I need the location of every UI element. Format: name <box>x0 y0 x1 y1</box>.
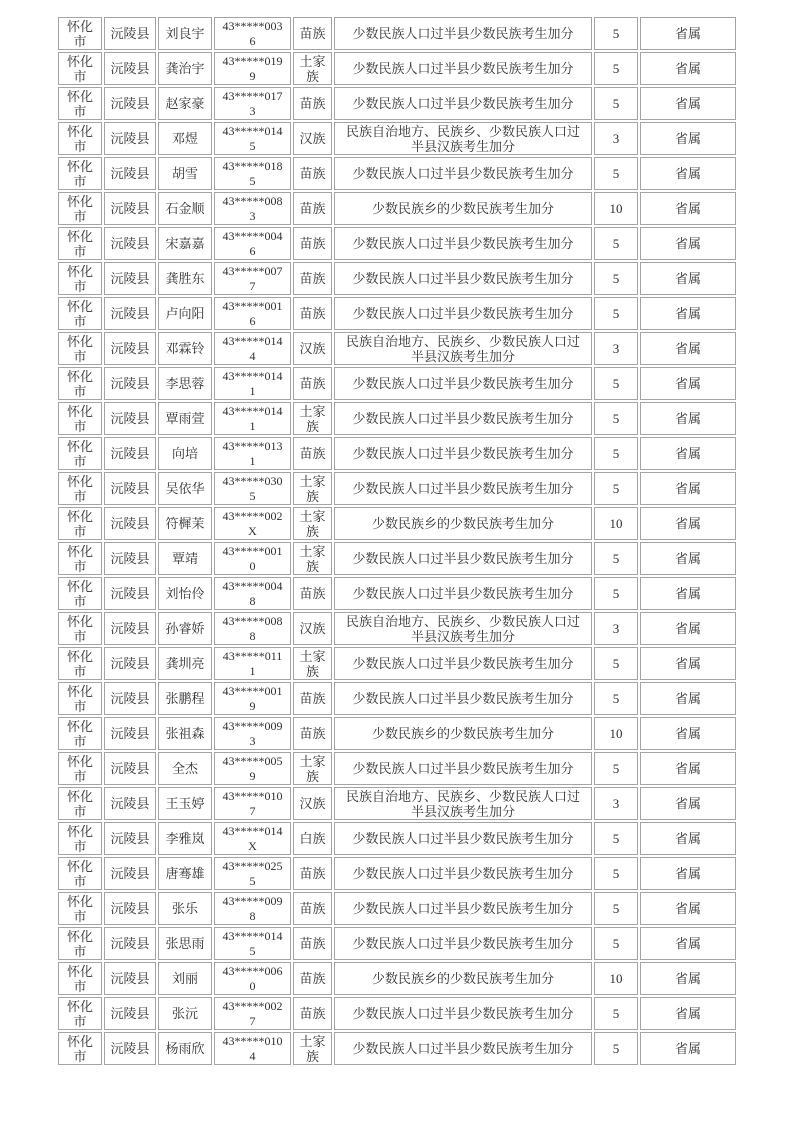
cell-points: 5 <box>594 472 638 505</box>
cell-name: 李思蓉 <box>158 367 212 400</box>
cell-county: 沅陵县 <box>104 542 156 575</box>
cell-reason: 少数民族人口过半县少数民族考生加分 <box>334 52 592 85</box>
cell-points: 10 <box>594 192 638 225</box>
cell-ethnicity: 土家 族 <box>293 542 332 575</box>
cell-ethnicity: 苗族 <box>293 437 332 470</box>
cell-affiliation: 省属 <box>640 787 736 820</box>
cell-name: 胡雪 <box>158 157 212 190</box>
cell-id: 43*****014 5 <box>214 927 291 960</box>
cell-points: 5 <box>594 227 638 260</box>
cell-ethnicity: 苗族 <box>293 262 332 295</box>
cell-city: 怀化 市 <box>58 647 102 680</box>
cell-city: 怀化 市 <box>58 822 102 855</box>
cell-id: 43*****009 8 <box>214 892 291 925</box>
cell-name: 张沅 <box>158 997 212 1030</box>
cell-name: 张乐 <box>158 892 212 925</box>
cell-county: 沅陵县 <box>104 822 156 855</box>
cell-name: 刘怡伶 <box>158 577 212 610</box>
cell-city: 怀化 市 <box>58 262 102 295</box>
cell-ethnicity: 土家 族 <box>293 752 332 785</box>
cell-name: 覃雨萱 <box>158 402 212 435</box>
cell-city: 怀化 市 <box>58 892 102 925</box>
cell-name: 张思雨 <box>158 927 212 960</box>
cell-city: 怀化 市 <box>58 857 102 890</box>
table-row <box>58 332 736 365</box>
cell-ethnicity: 苗族 <box>293 962 332 995</box>
cell-points: 5 <box>594 402 638 435</box>
table-row <box>58 927 736 960</box>
cell-county: 沅陵县 <box>104 787 156 820</box>
cell-county: 沅陵县 <box>104 52 156 85</box>
cell-id: 43*****002 X <box>214 507 291 540</box>
cell-points: 5 <box>594 297 638 330</box>
cell-id: 43*****009 3 <box>214 717 291 750</box>
table-row <box>58 822 736 855</box>
cell-reason: 少数民族人口过半县少数民族考生加分 <box>334 752 592 785</box>
cell-id: 43*****013 1 <box>214 437 291 470</box>
cell-city: 怀化 市 <box>58 787 102 820</box>
cell-affiliation: 省属 <box>640 472 736 505</box>
cell-points: 5 <box>594 437 638 470</box>
table-row <box>58 367 736 400</box>
cell-city: 怀化 市 <box>58 717 102 750</box>
cell-city: 怀化 市 <box>58 577 102 610</box>
cell-id: 43*****008 8 <box>214 612 291 645</box>
cell-points: 10 <box>594 507 638 540</box>
cell-points: 5 <box>594 577 638 610</box>
table-row <box>58 542 736 575</box>
cell-ethnicity: 苗族 <box>293 17 332 50</box>
cell-ethnicity: 土家 族 <box>293 402 332 435</box>
cell-reason: 少数民族人口过半县少数民族考生加分 <box>334 227 592 260</box>
cell-ethnicity: 土家 族 <box>293 52 332 85</box>
cell-city: 怀化 市 <box>58 192 102 225</box>
cell-reason: 少数民族人口过半县少数民族考生加分 <box>334 577 592 610</box>
table-row <box>58 192 736 225</box>
cell-county: 沅陵县 <box>104 472 156 505</box>
cell-name: 宋嘉嘉 <box>158 227 212 260</box>
table-row <box>58 892 736 925</box>
cell-reason: 民族自治地方、民族乡、少数民族人口过 半县汉族考生加分 <box>334 122 592 155</box>
cell-reason: 少数民族人口过半县少数民族考生加分 <box>334 367 592 400</box>
cell-points: 3 <box>594 332 638 365</box>
cell-reason: 少数民族人口过半县少数民族考生加分 <box>334 262 592 295</box>
cell-name: 王玉婷 <box>158 787 212 820</box>
cell-name: 孙睿娇 <box>158 612 212 645</box>
cell-county: 沅陵县 <box>104 927 156 960</box>
cell-ethnicity: 苗族 <box>293 192 332 225</box>
cell-ethnicity: 苗族 <box>293 682 332 715</box>
cell-name: 唐骞雄 <box>158 857 212 890</box>
table-row <box>58 962 736 995</box>
cell-reason: 民族自治地方、民族乡、少数民族人口过 半县汉族考生加分 <box>334 612 592 645</box>
cell-affiliation: 省属 <box>640 822 736 855</box>
cell-affiliation: 省属 <box>640 647 736 680</box>
cell-city: 怀化 市 <box>58 927 102 960</box>
cell-points: 5 <box>594 87 638 120</box>
cell-reason: 少数民族乡的少数民族考生加分 <box>334 507 592 540</box>
cell-city: 怀化 市 <box>58 682 102 715</box>
cell-affiliation: 省属 <box>640 857 736 890</box>
cell-reason: 少数民族人口过半县少数民族考生加分 <box>334 17 592 50</box>
cell-points: 5 <box>594 647 638 680</box>
cell-name: 全杰 <box>158 752 212 785</box>
cell-county: 沅陵县 <box>104 507 156 540</box>
cell-points: 5 <box>594 262 638 295</box>
cell-name: 向培 <box>158 437 212 470</box>
cell-id: 43*****003 6 <box>214 17 291 50</box>
cell-points: 5 <box>594 1032 638 1065</box>
cell-county: 沅陵县 <box>104 87 156 120</box>
cell-affiliation: 省属 <box>640 122 736 155</box>
cell-city: 怀化 市 <box>58 157 102 190</box>
cell-id: 43*****014 4 <box>214 332 291 365</box>
cell-reason: 少数民族人口过半县少数民族考生加分 <box>334 157 592 190</box>
cell-id: 43*****018 5 <box>214 157 291 190</box>
cell-affiliation: 省属 <box>640 892 736 925</box>
cell-ethnicity: 苗族 <box>293 297 332 330</box>
cell-city: 怀化 市 <box>58 612 102 645</box>
cell-affiliation: 省属 <box>640 577 736 610</box>
cell-reason: 少数民族人口过半县少数民族考生加分 <box>334 927 592 960</box>
cell-ethnicity: 白族 <box>293 822 332 855</box>
table-row <box>58 437 736 470</box>
table-row <box>58 717 736 750</box>
cell-name: 刘丽 <box>158 962 212 995</box>
bonus-points-table <box>56 15 738 1067</box>
table-row <box>58 122 736 155</box>
cell-name: 龚治宇 <box>158 52 212 85</box>
table-row <box>58 17 736 50</box>
table-row <box>58 612 736 645</box>
cell-reason: 少数民族乡的少数民族考生加分 <box>334 192 592 225</box>
cell-name: 赵家豪 <box>158 87 212 120</box>
cell-name: 李雅岚 <box>158 822 212 855</box>
cell-affiliation: 省属 <box>640 297 736 330</box>
table-row <box>58 752 736 785</box>
cell-affiliation: 省属 <box>640 1032 736 1065</box>
cell-ethnicity: 苗族 <box>293 997 332 1030</box>
cell-reason: 少数民族人口过半县少数民族考生加分 <box>334 682 592 715</box>
cell-ethnicity: 苗族 <box>293 227 332 260</box>
cell-reason: 少数民族人口过半县少数民族考生加分 <box>334 297 592 330</box>
cell-county: 沅陵县 <box>104 612 156 645</box>
cell-ethnicity: 汉族 <box>293 612 332 645</box>
cell-city: 怀化 市 <box>58 367 102 400</box>
cell-city: 怀化 市 <box>58 297 102 330</box>
cell-points: 5 <box>594 997 638 1030</box>
cell-affiliation: 省属 <box>640 752 736 785</box>
cell-ethnicity: 土家 族 <box>293 1032 332 1065</box>
cell-ethnicity: 苗族 <box>293 927 332 960</box>
cell-points: 5 <box>594 927 638 960</box>
cell-county: 沅陵县 <box>104 157 156 190</box>
cell-affiliation: 省属 <box>640 927 736 960</box>
cell-ethnicity: 汉族 <box>293 122 332 155</box>
table-row <box>58 682 736 715</box>
table-row <box>58 472 736 505</box>
cell-id: 43*****001 9 <box>214 682 291 715</box>
cell-reason: 少数民族人口过半县少数民族考生加分 <box>334 437 592 470</box>
cell-ethnicity: 苗族 <box>293 157 332 190</box>
cell-affiliation: 省属 <box>640 997 736 1030</box>
cell-points: 5 <box>594 542 638 575</box>
cell-id: 43*****025 5 <box>214 857 291 890</box>
cell-reason: 少数民族人口过半县少数民族考生加分 <box>334 647 592 680</box>
cell-reason: 少数民族人口过半县少数民族考生加分 <box>334 542 592 575</box>
cell-affiliation: 省属 <box>640 962 736 995</box>
table-row <box>58 507 736 540</box>
cell-reason: 少数民族乡的少数民族考生加分 <box>334 962 592 995</box>
cell-name: 龚圳亮 <box>158 647 212 680</box>
cell-reason: 民族自治地方、民族乡、少数民族人口过 半县汉族考生加分 <box>334 787 592 820</box>
cell-reason: 少数民族人口过半县少数民族考生加分 <box>334 472 592 505</box>
cell-name: 邓霖铃 <box>158 332 212 365</box>
cell-points: 5 <box>594 752 638 785</box>
cell-county: 沅陵县 <box>104 122 156 155</box>
cell-points: 5 <box>594 157 638 190</box>
table-row <box>58 52 736 85</box>
cell-city: 怀化 市 <box>58 332 102 365</box>
cell-id: 43*****010 4 <box>214 1032 291 1065</box>
table-body <box>58 17 736 1065</box>
cell-id: 43*****014 5 <box>214 122 291 155</box>
cell-city: 怀化 市 <box>58 962 102 995</box>
cell-city: 怀化 市 <box>58 507 102 540</box>
cell-ethnicity: 汉族 <box>293 332 332 365</box>
cell-name: 龚胜东 <box>158 262 212 295</box>
cell-county: 沅陵县 <box>104 717 156 750</box>
table-row <box>58 87 736 120</box>
cell-points: 5 <box>594 682 638 715</box>
cell-ethnicity: 土家 族 <box>293 507 332 540</box>
cell-county: 沅陵县 <box>104 192 156 225</box>
cell-affiliation: 省属 <box>640 87 736 120</box>
table-row <box>58 402 736 435</box>
table-row <box>58 577 736 610</box>
table-row <box>58 787 736 820</box>
cell-affiliation: 省属 <box>640 332 736 365</box>
cell-ethnicity: 土家 族 <box>293 472 332 505</box>
cell-reason: 民族自治地方、民族乡、少数民族人口过 半县汉族考生加分 <box>334 332 592 365</box>
cell-affiliation: 省属 <box>640 367 736 400</box>
cell-ethnicity: 苗族 <box>293 857 332 890</box>
cell-name: 石金顺 <box>158 192 212 225</box>
cell-id: 43*****008 3 <box>214 192 291 225</box>
cell-reason: 少数民族人口过半县少数民族考生加分 <box>334 822 592 855</box>
cell-affiliation: 省属 <box>640 507 736 540</box>
cell-points: 10 <box>594 717 638 750</box>
cell-city: 怀化 市 <box>58 437 102 470</box>
cell-name: 符樨茉 <box>158 507 212 540</box>
cell-county: 沅陵县 <box>104 262 156 295</box>
cell-county: 沅陵县 <box>104 367 156 400</box>
cell-city: 怀化 市 <box>58 752 102 785</box>
cell-reason: 少数民族人口过半县少数民族考生加分 <box>334 1032 592 1065</box>
cell-county: 沅陵县 <box>104 437 156 470</box>
cell-id: 43*****007 7 <box>214 262 291 295</box>
cell-ethnicity: 苗族 <box>293 577 332 610</box>
cell-city: 怀化 市 <box>58 1032 102 1065</box>
table-row <box>58 647 736 680</box>
cell-county: 沅陵县 <box>104 892 156 925</box>
cell-points: 3 <box>594 787 638 820</box>
cell-name: 刘良宇 <box>158 17 212 50</box>
table-row <box>58 297 736 330</box>
cell-affiliation: 省属 <box>640 17 736 50</box>
cell-id: 43*****001 0 <box>214 542 291 575</box>
cell-county: 沅陵县 <box>104 997 156 1030</box>
cell-city: 怀化 市 <box>58 17 102 50</box>
cell-city: 怀化 市 <box>58 542 102 575</box>
table-row <box>58 227 736 260</box>
cell-ethnicity: 汉族 <box>293 787 332 820</box>
cell-city: 怀化 市 <box>58 227 102 260</box>
cell-id: 43*****014 1 <box>214 402 291 435</box>
table-row <box>58 262 736 295</box>
cell-points: 10 <box>594 962 638 995</box>
cell-affiliation: 省属 <box>640 612 736 645</box>
cell-points: 5 <box>594 17 638 50</box>
cell-city: 怀化 市 <box>58 122 102 155</box>
cell-points: 5 <box>594 892 638 925</box>
cell-reason: 少数民族人口过半县少数民族考生加分 <box>334 857 592 890</box>
cell-name: 张鹏程 <box>158 682 212 715</box>
cell-affiliation: 省属 <box>640 192 736 225</box>
cell-name: 张祖森 <box>158 717 212 750</box>
cell-reason: 少数民族人口过半县少数民族考生加分 <box>334 87 592 120</box>
cell-city: 怀化 市 <box>58 472 102 505</box>
cell-affiliation: 省属 <box>640 227 736 260</box>
cell-county: 沅陵县 <box>104 402 156 435</box>
cell-affiliation: 省属 <box>640 402 736 435</box>
cell-ethnicity: 苗族 <box>293 892 332 925</box>
cell-id: 43*****004 8 <box>214 577 291 610</box>
cell-id: 43*****004 6 <box>214 227 291 260</box>
cell-id: 43*****002 7 <box>214 997 291 1030</box>
cell-affiliation: 省属 <box>640 157 736 190</box>
cell-county: 沅陵县 <box>104 857 156 890</box>
table-row <box>58 997 736 1030</box>
cell-city: 怀化 市 <box>58 997 102 1030</box>
cell-points: 5 <box>594 857 638 890</box>
cell-points: 3 <box>594 122 638 155</box>
cell-id: 43*****017 3 <box>214 87 291 120</box>
cell-county: 沅陵县 <box>104 682 156 715</box>
cell-affiliation: 省属 <box>640 542 736 575</box>
cell-ethnicity: 土家 族 <box>293 647 332 680</box>
cell-ethnicity: 苗族 <box>293 717 332 750</box>
cell-city: 怀化 市 <box>58 402 102 435</box>
cell-id: 43*****019 9 <box>214 52 291 85</box>
cell-affiliation: 省属 <box>640 437 736 470</box>
cell-points: 3 <box>594 612 638 645</box>
cell-county: 沅陵县 <box>104 227 156 260</box>
cell-id: 43*****010 7 <box>214 787 291 820</box>
table-row <box>58 857 736 890</box>
cell-city: 怀化 市 <box>58 52 102 85</box>
cell-county: 沅陵县 <box>104 962 156 995</box>
cell-name: 卢向阳 <box>158 297 212 330</box>
cell-id: 43*****001 6 <box>214 297 291 330</box>
table-row <box>58 1032 736 1065</box>
cell-county: 沅陵县 <box>104 17 156 50</box>
cell-name: 吴依华 <box>158 472 212 505</box>
cell-name: 杨雨欣 <box>158 1032 212 1065</box>
cell-reason: 少数民族人口过半县少数民族考生加分 <box>334 997 592 1030</box>
cell-id: 43*****030 5 <box>214 472 291 505</box>
cell-reason: 少数民族人口过半县少数民族考生加分 <box>334 892 592 925</box>
cell-id: 43*****014 1 <box>214 367 291 400</box>
table-row <box>58 157 736 190</box>
cell-id: 43*****005 9 <box>214 752 291 785</box>
cell-affiliation: 省属 <box>640 717 736 750</box>
cell-county: 沅陵县 <box>104 1032 156 1065</box>
cell-affiliation: 省属 <box>640 262 736 295</box>
cell-reason: 少数民族乡的少数民族考生加分 <box>334 717 592 750</box>
cell-county: 沅陵县 <box>104 752 156 785</box>
cell-city: 怀化 市 <box>58 87 102 120</box>
cell-points: 5 <box>594 367 638 400</box>
cell-name: 邓煜 <box>158 122 212 155</box>
cell-county: 沅陵县 <box>104 647 156 680</box>
cell-name: 覃靖 <box>158 542 212 575</box>
cell-points: 5 <box>594 52 638 85</box>
cell-reason: 少数民族人口过半县少数民族考生加分 <box>334 402 592 435</box>
cell-county: 沅陵县 <box>104 332 156 365</box>
cell-ethnicity: 苗族 <box>293 87 332 120</box>
cell-affiliation: 省属 <box>640 682 736 715</box>
cell-ethnicity: 苗族 <box>293 367 332 400</box>
cell-id: 43*****014 X <box>214 822 291 855</box>
cell-county: 沅陵县 <box>104 297 156 330</box>
cell-affiliation: 省属 <box>640 52 736 85</box>
cell-id: 43*****011 1 <box>214 647 291 680</box>
cell-county: 沅陵县 <box>104 577 156 610</box>
cell-id: 43*****006 0 <box>214 962 291 995</box>
cell-points: 5 <box>594 822 638 855</box>
